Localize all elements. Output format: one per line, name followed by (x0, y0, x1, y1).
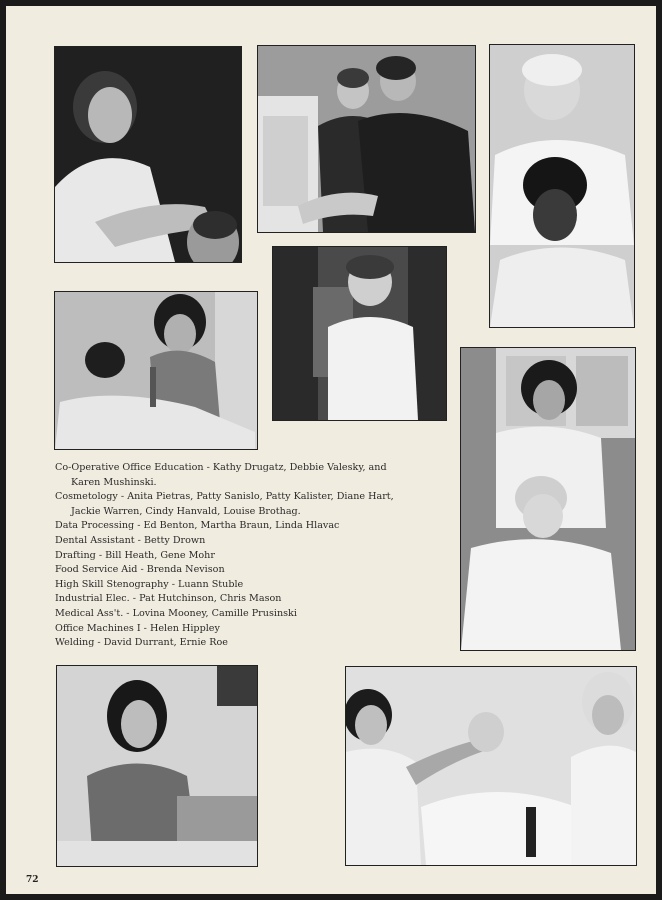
photo-food-service (272, 246, 447, 421)
photo-medical-assistants (345, 666, 637, 866)
photo-cosmetology-pair (489, 44, 635, 328)
page-number: 72 (26, 875, 39, 885)
caption-line: Karen Mushinski. (71, 476, 157, 488)
caption-line: Data Processing - Ed Benton, Martha Braun, Linda Hlavac (55, 520, 340, 532)
caption-line: Dental Assistant - Betty Drown (55, 534, 206, 546)
caption-line: Medical Ass't. - Lovina Mooney, Camille Prusinski (55, 607, 297, 619)
photo-drafting-students (257, 45, 476, 233)
photo-office-machines (56, 665, 258, 867)
photo-cosmetology-chart (460, 347, 636, 651)
photo-cosmetology-mannequin (54, 46, 242, 263)
yearbook-page (6, 6, 656, 894)
program-caption (55, 461, 455, 651)
caption-line: Cosmetology - Anita Pietras, Patty Sanislo, Patty Kalister, Diane Hart, (55, 491, 394, 503)
caption-line: Jackie Warren, Cindy Hanvald, Louise Brothag. (71, 505, 301, 517)
caption-line: Food Service Aid - Brenda Nevison (55, 564, 225, 576)
photo-dental-assistant (54, 291, 258, 450)
caption-line: Industrial Elec. - Pat Hutchinson, Chris Mason (55, 593, 282, 605)
caption-line: Co-Operative Office Education - Kathy Drugatz, Debbie Valesky, and (55, 462, 387, 473)
caption-line: Drafting - Bill Heath, Gene Mohr (55, 549, 215, 561)
caption-line: High Skill Stenography - Luann Stuble (55, 578, 244, 590)
caption-line: Office Machines I - Helen Hippley (55, 622, 220, 634)
caption-line: Welding - David Durrant, Ernie Roe (55, 637, 228, 649)
